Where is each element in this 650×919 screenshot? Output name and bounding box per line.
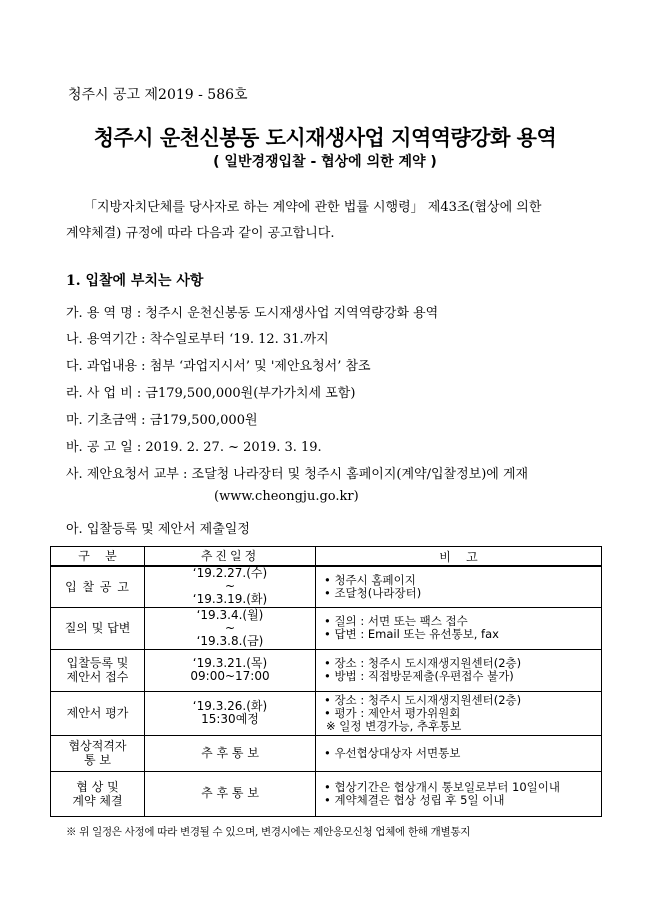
row-schedule <box>145 566 316 607</box>
row-note <box>316 607 602 649</box>
table-row <box>51 771 602 816</box>
note-line: • 평가 : 제안서 평가위원회 <box>334 707 601 720</box>
header-schedule: 추진일정 <box>145 547 316 567</box>
row-category: 입찰등록 및 제안서 접수 <box>51 649 145 691</box>
row-category: 질의 및 답변 <box>51 607 145 649</box>
schedule-line: ‘19.2.27.(수) <box>192 566 268 581</box>
row-schedule <box>145 607 316 649</box>
item-budget: 라. 사 업 비 : 금179,500,000원(부가가치세 포함) <box>66 386 356 401</box>
row-schedule <box>145 691 316 735</box>
item-rfp-distribution: 사. 제안요청서 교부 : 조달청 나라장터 및 청주시 홈페이지(계약/입찰정보)에 게재 <box>66 467 529 482</box>
header-category: 구 분 <box>51 547 145 567</box>
note-extra: ※ 일정 변경가능, 추후통보 <box>326 718 462 733</box>
footnote: ※ 위 일정은 사정에 따라 변경될 수 있으며, 변경시에는 제안응모신청 업체에 한해 개별통지 <box>66 826 471 838</box>
table-row <box>51 566 602 607</box>
notice-number: 청주시 공고 제2019 - 586호 <box>68 87 248 103</box>
row-note <box>316 771 602 816</box>
schedule-line: ‘19.3.21.(목) <box>192 656 268 670</box>
row-note <box>316 649 602 691</box>
page-subtitle: ( 일반경쟁입찰 - 협상에 의한 계약 ) <box>213 154 437 170</box>
item-base-price: 마. 기초금액 : 금179,500,000원 <box>66 413 258 428</box>
table-row <box>51 735 602 771</box>
schedule-line: ~ <box>224 579 236 594</box>
note-line: • 조달청(나라장터) <box>334 587 601 600</box>
table-row <box>51 649 602 691</box>
schedule-table <box>50 546 602 817</box>
row-note <box>316 691 602 735</box>
schedule-line: 추 후 통 보 <box>201 745 259 760</box>
note-line: • 계약체결은 협상 성립 후 5일 이내 <box>334 794 601 807</box>
note-line: • 장소 : 청주시 도시재생지원센터(2층) <box>334 657 601 670</box>
note-line: • 답변 : Email 또는 유선통보, fax <box>334 628 601 641</box>
page-title: 청주시 운천신봉동 도시재생사업 지역역량강화 용역 <box>93 126 557 150</box>
row-note <box>316 735 602 771</box>
note-line: • 청주시 홈페이지 <box>334 574 601 587</box>
header-note: 비 고 <box>316 547 602 567</box>
intro-line-2: 계약체결) 규정에 따라 다음과 같이 공고합니다. <box>66 226 335 241</box>
schedule-line: ‘19.3.26.(화) <box>192 699 268 713</box>
table-row <box>51 607 602 649</box>
schedule-line: ‘19.3.8.(금) <box>196 633 264 648</box>
schedule-line: 15:30예정 <box>201 712 259 726</box>
table-header-row <box>51 547 602 567</box>
note-line: • 장소 : 청주시 도시재생지원센터(2층) <box>334 694 601 707</box>
row-schedule <box>145 735 316 771</box>
note-line: • 우선협상대상자 서면통보 <box>334 747 601 760</box>
schedule-line: ‘19.3.4.(월) <box>196 607 264 622</box>
note-line: • 협상기간은 협상개시 통보일로부터 10일이내 <box>334 781 601 794</box>
item-schedule-heading: 아. 입찰등록 및 제안서 제출일정 <box>66 522 250 537</box>
row-category: 제안서 평가 <box>51 691 145 735</box>
note-line: • 방법 : 직접방문제출(우편접수 불가) <box>334 670 601 683</box>
schedule-line: ‘19.3.19.(화) <box>192 592 268 607</box>
item-period: 나. 용역기간 : 착수일로부터 ‘19. 12. 31.까지 <box>66 332 329 347</box>
schedule-line: 09:00~17:00 <box>190 669 270 683</box>
row-schedule <box>145 771 316 816</box>
intro-line-1: 「지방자치단체를 당사자로 하는 계약에 관한 법률 시행령」 제43조(협상에 의한 <box>84 200 542 215</box>
row-category: 입 찰 공 고 <box>51 566 145 607</box>
row-category: 협 상 및 계약 체결 <box>51 771 145 816</box>
item-content: 다. 과업내용 : 첨부 ‘과업지시서’ 및 '제안요청서’ 참조 <box>66 359 371 374</box>
item-service-name: 가. 용 역 명 : 청주시 운천신봉동 도시재생사업 지역역량강화 용역 <box>66 306 439 321</box>
schedule-line: ~ <box>224 620 236 635</box>
schedule-line: 추 후 통 보 <box>201 786 259 800</box>
item-notice-date: 바. 공 고 일 : 2019. 2. 27. ~ 2019. 3. 19. <box>66 440 322 455</box>
table-row <box>51 691 602 735</box>
row-schedule <box>145 649 316 691</box>
section-title: 1. 입찰에 부치는 사항 <box>66 273 204 289</box>
website-url: (www.cheongju.go.kr) <box>214 489 359 504</box>
row-note <box>316 566 602 607</box>
note-line: • 질의 : 서면 또는 팩스 접수 <box>334 615 601 628</box>
row-category: 협상적격자 통 보 <box>51 735 145 771</box>
